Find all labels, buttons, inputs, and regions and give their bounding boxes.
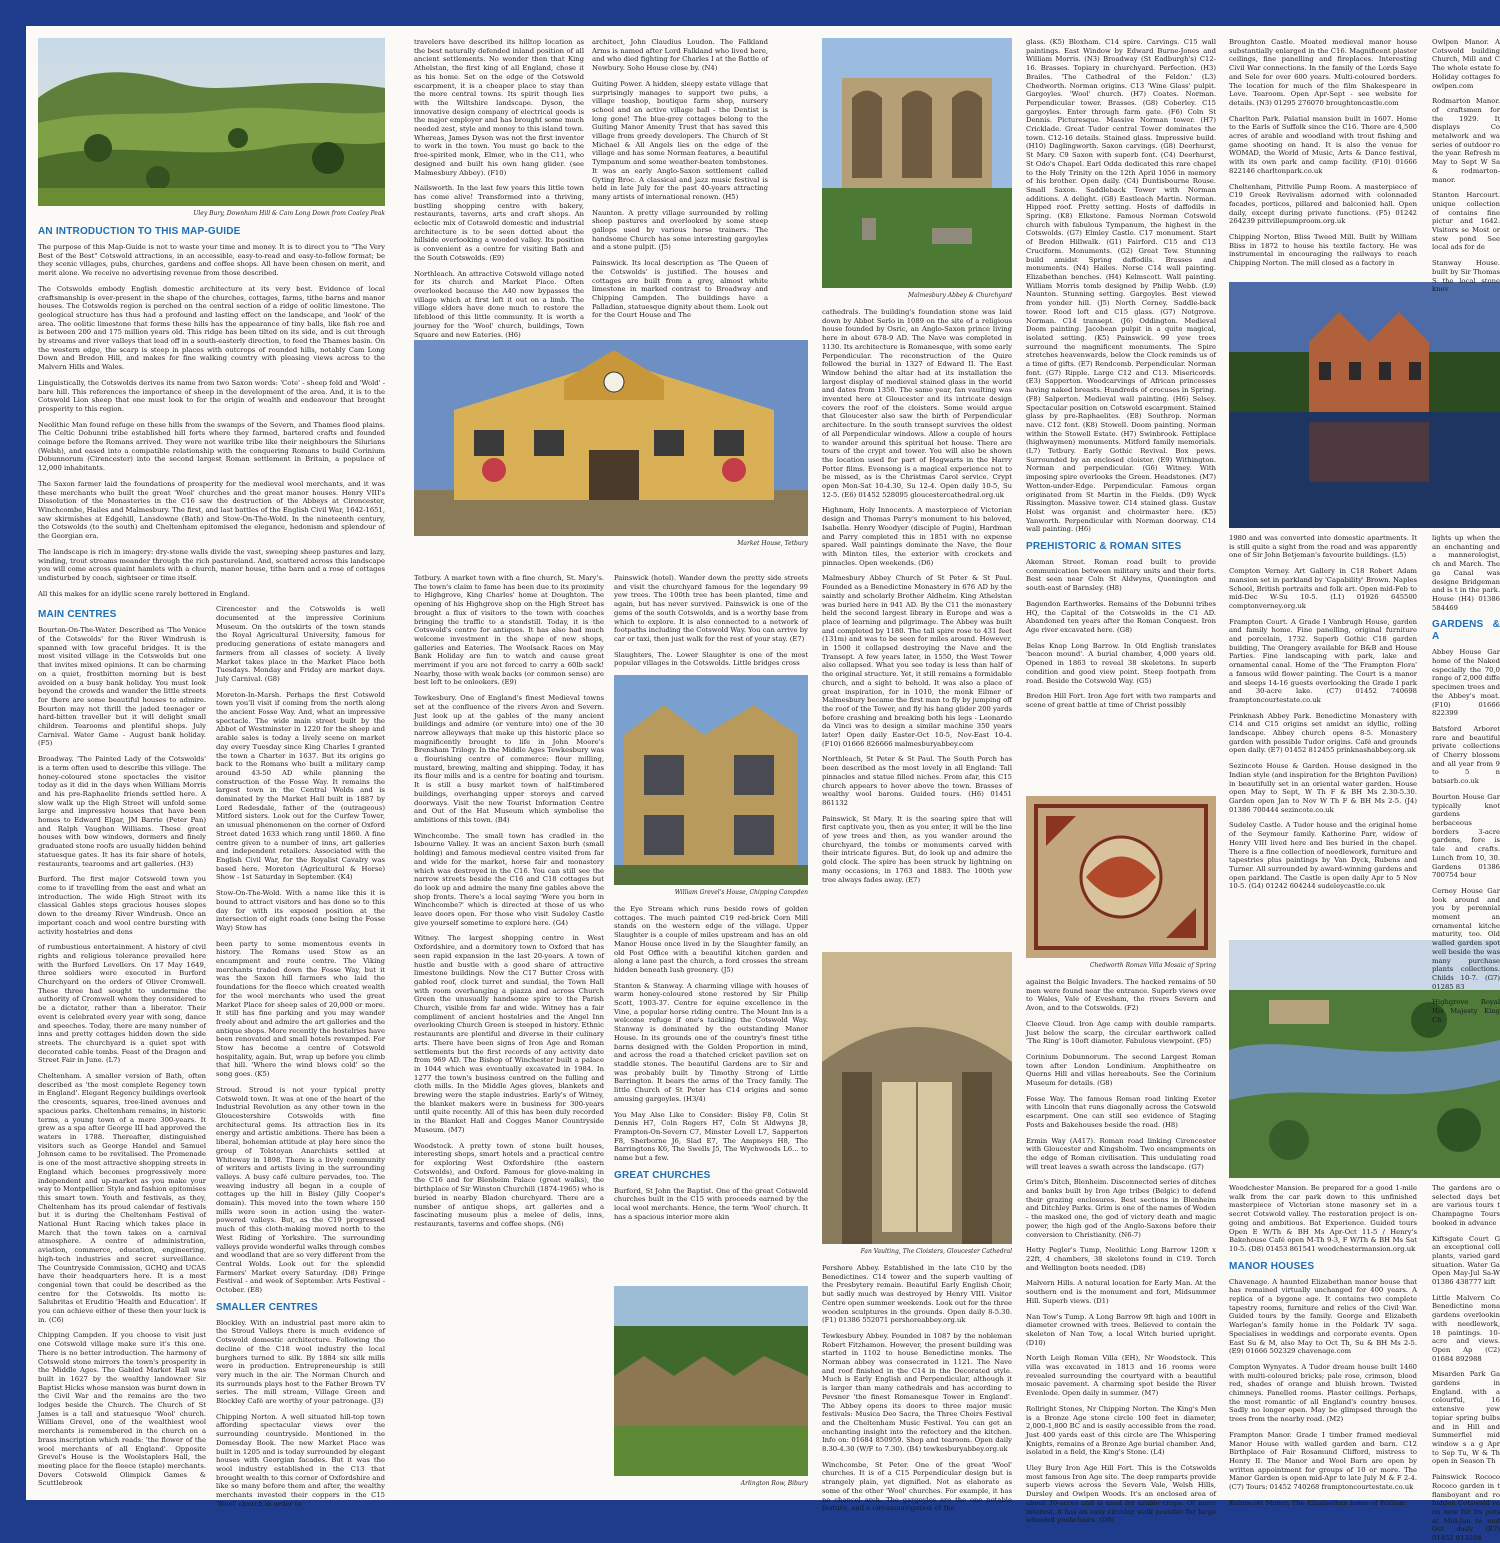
photo-ulley-bury [38,38,385,206]
entry-charlton: Charlton Park. Palatial mansion built in 1607. Home to the Earls of Suffolk since the C16. There are 4,500 acres of arable and woodland with trout fishing and game shooting on hand. It is also the venue for WOMAD, the World of Music, Arts & Dance festival, with its own park and camp facility. (F10) 01666 822146 charltonpark.co.uk [1229,114,1417,175]
entry-burford-church: Burford, St John the Baptist. One of the great Cotswold churches built in the C15 with proceeds earned by the local wool merchants. Hence, the term 'Wool' church. It has a spacious interior more akin [614,1186,808,1221]
entry-church-list: glass. (K5) Bloxham. C14 spire. Carvings. C15 wall paintings. East Window by Edward Burne-Jones and William Morris. (N3) Broadway (St Eadburgh's) C12-16. Brasses. Topiary in churchyard. Perfection. (H3) Brailes. 'The Cathedral of the Feldon.' (L3) Chedworth. Norman origins. C13 'Wine Glass' pulpit. Gargoyles. 'Wool' church. (H7) Coates. Norman. Perpendicular tower. Brasses. (G8) Coberley. C15 gargoyles. Enter through farm gate. (F6) Coln St Dennis. Picturesque. Massive Norman tower. (H7) Cricklade. Great Tudor central Tower dominates the town. C12-16 details. Stained glass. Impressive build. (H10) Daglingworth. Saxon carvings. (G8) Deerhurst, St Mary. C9 Saxon with superb font. (C4) Deerhurst, St Odo's Chapel. Earl Odda dedicated this rare chapel to the Holy Trinity on the 12th April 1056 in memory of his brother. Open daily. (C4) Duntisbourne Rouse. Small Saxon. Saddleback Tower with Norman additions. A delight. (G8) Eastleach Martin. Norman. Hipped roof. Pretty setting. Hosts of daffodils in Spring. (K8) Elkstone. Famous Norman Cotswold church with fabulous Tympanum, the highest in the Cotswolds. (G7) Elmley Castle. C17 monument. Start of Bredon Hillwalk. (G1) Fairford. C15 and C13 Cruciform. Monuments. (G2) Great Tew. Stunning build amidst Spring daffodils. Brasses and monuments. (N4) Hailes. Norse C14 wall painting. Elizabethan benches. (H4) Kelmscott. Wall painting. William Morris tomb designed by Philip Webb. (L9) Naunton. Stunning setting. Gargoyles. Best viewed from yonder hill. (J5) North Cerney. Saddle-back tower. Rood loft and C15 glass. (G7) Notgrove. Norman. C14 transept. (J6) Oddington. Medieval Doom painting. Jacobean pulpit in a quite magical, isolated setting. (K5) Painswick. 99 yew trees surround the magnificent monuments. The Spire stretches heavenwards, below the Clock reminds us of a time of gifts. (E7) Rendcomb. Perpendicular. Norman font. (G7) Ripple. Large C12 and C13. Misericords. (E3) Sapperton. Woodcarvings of African princesses having naked breasts. Hundreds of crocuses in Spring. (F8) Salperton. Medieval wall painting. (H6) Selsey. Spectacular position on Cotswold escarpment. Stained glass by pre-Raphaelites. (E8) Southrop. Norman nave. C12 font. (K8) Stowell. Doom painting. Norman within the Stowell Estate. (H7) Swinbrook. Fettiplace (highwaymen) monuments. Mitford family memorials. (L7) Tetbury. Early Gothic Revival. Box pews. Surrounded by an enclosed cloister. (E9) Withington. Norman and perpendicular. (G6) Witney. With imposing spire overlooks the Green. Headstones. (M7) Wotton-under-Edge. Perpendicular. Famous organ originated from St Martin in the Fields. (D9) Wyck Rissington. Massive tower. C14 stained glass. Gustav Holst was organist and choirmaster here. (K5) Yanworth. Perpendicular with Norman doorway. C14 wall painting. (H6) [1026,38,1216,534]
entry-sudeley: Sudeley Castle. A Tudor house and the original home of the Seymour family. Katherine Parr, widow of Henry VIII lived here and lies buried in the chapel. There is a fine collection of needlework, furniture and tapestries plus paintings by Van Dyck, Rubens and Turner. All surrounded by award-winning gardens and open parkland. The Castle is open daily Apr to 5 Nov 10-5. (G4) 01242 604244 sudeleycastle.co.uk [1229,821,1417,891]
entry-painswick-cont: Painswick (hotel). Wander down the pretty side streets and visit the churchyard famous for the legendary 99 yew trees. The 100th tree has been planted, time and again, but has never survived. Painswick is one of the gems of the south Cotswolds, and is a worthy base from which to explore. It is also connected to a network of footpaths including the Cotswold Way. You can arrive by car or taxi, then just walk for the rest of your stay. (E7) [614,574,808,643]
entry-misarden: Misarden Park Ga gardens in England. with a colourful, 16 extensive yew topiar spring bulbs and in Hill and Summerfiel mid window s a g Apr to Sep Tu, W & Th open in Season Th [1432,1370,1500,1466]
photo-caption: Arlington Row, Bibury [740,1480,808,1487]
section-heading-smaller-centres: SMALLER CENTRES [216,1301,318,1313]
entry-painswick-church: Painswick, St Mary. It is the soaring spire that will first captivate you, then as you enter, it will be the line of yew trees and then, as you wander around the churchyard, the tombs or monuments carved with their intricate figures. But, do look up and admire the gold clock. The spire has been struck by lightning on many occasions, in 1763 and 1883. The 100th yew tree always fades away. (E7) [822,814,1012,884]
entry-woodstock: Woodstock. A pretty town of stone built houses, interesting shops, smart hotels and a practical centre for exploring West Oxfordshire (the eastern Cotswolds), and Oxford. Famous for glove-making in the C16 and for Blenheim Palace (great walks), the birthplace of Sir Winston Churchill (1874-1965) who is buried in nearby Bladon churchyard. There are a number of antique shops, art galleries and a fascinating museum plus a melee of delis, inns, restaurants, taverns and coffee shops. (N6) [414,1141,604,1228]
intro-paragraph: The Cotswolds embody English domestic architecture at its very best. Evidence of local craftsmanship is ever-present in the shape of the churches, cottages, farms, tithe barns and manor houses. The Cotswolds region is perched on the central section of a ridge of oolitic limestone. The geological structure has thus had a profound and lasting effect on the landscape, and 'look' of the area. The oolitic limestone that forms these hills has the appearance of tiny balls, like fish roe and is between 200 and 175 million years old. This ridge has been tilted on its side, and is cut through by streams and river valleys that lead off in a south-easterly direction, to feed the Thames basin. On the western edge, the scarp is steep in places with outcrops of rounded hills, notably Cam Long Down and Bredon Hill, and makes for fine walking country with pleasing views across to the Malvern Hills and Wales. [38,284,385,372]
section-heading-prehistoric: PREHISTORIC & ROMAN SITES [1026,541,1182,553]
entry-gloucester-cathedral: cathedrals. The building's foundation stone was laid down by Abbot Serlo in 1089 on the site of a religious house founded by Osric, an Anglo-Saxon prince living here in about 678-9 AD. The Nave was completed in 1130. Its architecture is Romanesque, with some early Perpendicular. The reconstruction of the Quire followed the burial in 1327 of Edward II. The East Window behind the altar had at its installation the largest display of medieval stained glass in the world and dates from 1350. The same year, fan vaulting was invented here at Gloucester and its intricate design covers the roof of the cloisters. Some would argue that Gloucester also saw the birth of Perpendicular architecture. In the south transept survives the oldest of all Perpendicular windows. Allow a couple of hours to wander around this spiritual hot house. There are tours of the crypt and tower. You will also be shown the location used for part of Hogwarts in the Harry Potter films. Evensong is a magical experience not to be missed, as is the Christmas Carol service. Crypt open Mon-Sat 10-4.30, Su 12-4. Open daily 10-5, Su 12-5. (E6) 01452 528095 gloucestercathedral.org.uk [822,308,1012,499]
mosaic-photo-icon [1026,796,1216,958]
entry-sezincote: Sezincote House & Garden. House designed in the Indian style (and inspiration for the Brighton Pavilion) in beautifully set in an oriental water garden. House open May to Sept, W Th F & BH Ms 2.30-5.30. Garden open Jan to Nov W Th F & BH Ms 2-5. (J4) 01386 700444 sezincote.co.uk [1229,762,1417,814]
market-house-photo-icon [414,340,808,536]
entry-highgrove: Highgrove Royal His Majesty King Ch [1432,998,1500,1024]
entry-cleeve: Cleeve Cloud. Iron Age camp with double ramparts. Just below the scarp, the circular earthwork called 'The Ring' is 10oft diameter. Fabulous viewpoint. (F5) [1026,1019,1216,1046]
entry-witney: Witney. The largest shopping centre in West Oxfordshire, and a dormitory town to Oxford that has seen rapid expansion in the last 20-years. A town of hustle and bustle with a good share of attractive limestone buildings. Now the C17 Butter Cross with gabled roof, clock turret and sundial, the Town Hall with room overhanging a piazza and across Church Green the unusually handsome spire to the Parish Church, visible from far and wide. Witney has a fair compliment of ancient hostelries and the Angel Inn overlooking Church Green is steeped in history. Ethnic restaurants are plentiful and diverse in their culinary arts. There have been signs of Iron Age and Roman settlements but the first records of any activity date from 969 AD. The Bishop of Winchester built a palace in 1044 which was eventually excavated in 1984. In 1277 the town's business centred on the fulling and cloth mills. In the Middle Ages gloves, blankets and brewing were the staple industries. Early's of Witney, the blanket makers were in business for 300-years until quite recently. All of this has been duly recorded in the Blanket Hall and Cogges Manor Countryside Museum. (M7) [414,934,604,1134]
entry-falkland: architect, John Claudius Loudon. The Falkland Arms is named after Lord Falkland who lived here, and who died fighting for Charles I at the Battle of Newbury. Soho House close by. (N4) [592,38,768,73]
market-house-block [414,340,808,570]
entry-northleach: Northleach. An attractive Cotswold village noted for its church and Market Place. Often overlooked because the A40 now bypasses the village which at first left it out on a limb. The village elders have done much to restore the lifeblood of this little community. It is worth a journey for the 'Wool' church, buildings, Town Square and new Eateries. (H6) [414,269,584,339]
entry-stanton-harcourt: Stanton Harcourt. unique collection of contains fine pictur and 1642. Visitors se Most or stew pond See local ads for de [1432,191,1500,252]
entry-slaughters-cont: the Eye Stream which runs beside rows of golden cottages. The much painted C19 red-brick Corn Mill stands on the western edge of the village. Upper Slaughter is a couple of miles upstream and has an old Manor House once lived in by the Slaughter family, an old Post Office with a beautiful kitchen garden and along a lane past the church, a ford crosses the stream hidden beneath lush greenery. (J5) [614,905,808,974]
entry-kelmscott: Kelmscott Manor. The Elizabethan home of William [1229,1498,1406,1507]
entry-corinium: Corinium Dobunnorum. The second Largest Roman town after London Londinium. Amphitheatre on Querns Hill and villas hereabouts. See the Corinium Museum for details. (G8) [1026,1052,1216,1088]
manor-house-photo-icon [1229,282,1500,528]
entry-highgrove-cont: The gardens are o selected days bet are various tours t Champagne Tours booked in advance [1432,1184,1500,1227]
entry-tewkesbury: Tewkesbury. One of England's finest Medieval towns set at the confluence of the rivers Avon and Severn. Just look up at the gables of the many ancient buildings and admire (or venture into) one of the 30 narrow alleyways that make up this historic place so magnificently brought to life in John Moore's Brensham Trilogy. In the Middle Ages Tewkesbury was a flourishing centre of commerce: flour milling, mustard, brewing, malting and shipping. Today, it has its flour mills and is a centre for boating and tourism. It is still a busy market town of half-timbered buildings, overhanging upper storeys and carved doorways. Visit the new Tourist Information Centre and Out of the Hat Museum which symbolise the ambitions of this town. (B4) [414,694,604,824]
entry-winchcombe-church: Winchcombe, St Peter. One of the great 'Wool' churches. It is of a C15 Perpendicular design but is strangely plain, yet dignified. Not as elaborate as some of the other 'Wool' churches. For example, it has no chancel arch. The gargoyles are the one notable feature, and a circumnavigation of the [822,1460,1012,1513]
entry-belas-knap: Belas Knap Long Barrow. In Old English translates 'beacon mound'. A burial chamber, 4,000 years old. Opened in 1863 to reveal 38 skeletons. In superb condition and good view point. Steep footpath from road. Beside the Cotswold Way. (G5) [1026,641,1216,685]
column-1 [38,38,385,1508]
entry-stanton-stanway: Stanton & Stanway. A charming village with houses of warm honey-coloured stone restored by Sir Philip Scott, 1903-37. Centre for equine excellence in the Vine, a popular horse riding centre. The Mount Inn is a welcome refuge if one's tackling the Cotswold Way. Stanway is dominated by the outstanding Manor House. In its grounds one of the country's finest tithe barns designed with the Golden Proportion in mind, and across the road a thatched cricket pavilion set on staddle stones. The beautiful Gardens are to Sir and was probably built by Timothy Strong of Little Barrington. It bears the arms of the Tracy family. The little Church of St Peter has C14 origins and some amusing gargoyles. (H3/4) [614,981,808,1103]
section-heading-great-churches: GREAT CHURCHES [614,1169,711,1181]
entry-ermin-way: Ermin Way (A417). Roman road linking Cirencester with Gloucester and Kingsholm. Two encampments on the edge of Roman civilisation. This undulating road will treat leaves a swath across the landscape. (G7) [1026,1136,1216,1171]
entry-pittville: Cheltenham, Pittville Pump Room. A masterpiece of C19 Greek Revivalism adorned with colonnaded facades, porticos, pillared and balconied hall. Open daily, except during private functions. (F5) 01242 264239 pittvillepumproom.org.uk [1229,182,1417,226]
entry-stow-cont: been party to some momentous events in history. The Romans used Stow as an encampment and route centre. The Viking merchants traded down the Fosse Way, but it was the Saxon hill farmers who laid the foundations for the fleece which created wealth for the wool merchants who used the great Market Place for sheep sales of 20,000 or more. It still has fine parking and you may wander freely about and admire the art galleries and the antique shops. More recently the hostelries have been renovated and small hotels revamped. For Stow has become a centre of Cotswold hospitality, again. But, wrap up before you climb that hill. 'Where the wind blows cold' so the song goes. (K5) [216,939,385,1079]
entry-highnam: Highnam, Holy Innocents. A masterpiece of Victorian design and Thomas Parry's monument to his beloved, Isabella. Henry Woodyer (disciple of Pugin), Hardman and Parry completed this in 1851 with no expense spared. Wall paintings dominate the Nave, the flour with Minton tiles, the exterior with crockets and pinnacles. Open weekends. (D6) [822,506,1012,567]
cloister-photo-icon [822,952,1012,1244]
photo-arlington [614,1286,808,1476]
entry-frampton-court: Frampton Court. A Grade I Vanbrugh House, garden and family home. Fine panelling, original furniture and porcelain, 1732. Superb Gothic C18 garden building, The Orangery available for B&B and House Parties. Fine landscaping with park, lake and ornamental canal. Home of the 'The Frampton Flora' a famous wild flower painting. The Court is a manor and sleeps 14-16 guests overlooking the Grade I park and 30-acre lake. (C7) 01452 740698 framptoncourtestate.co.uk [1229,617,1417,704]
entry-bourton: Bourton-On-The-Water. Described as 'The Venice of the Cotswolds' for the River Windrush is spanned with low graceful bridges. It is the most visited village in the Cotswolds but one that invites mixed opinions. It can be charming on a quiet, frostbitten morning but is best avoided on a busy bank holiday. You must look beyond the crowds and wander the little streets for there are some beautiful houses to admire. Bourton may not thrill the jaded teenager or hard-bitten traveller but it will delight small children. Tearooms and plentiful shops. July Carnival. Water Game - August bank holiday. (F5) [38,626,206,748]
entry-chavenage: Chavenage. A haunted Elizabethan manor house that has remained virtually unchanged for 400 years. A replica of a bygone age. It contains two complete tapestry rooms, furniture and relics of the Civil War. Guided tours by the family. George and Elizabeth Warlegan's family home in the Poldark TV saga. Specialises in weddings and corporate events. Open East Su & M, also May to Oct Th, Su & BH Ms 2-5. (E9) 01666 502329 chavenage.com [1229,1277,1417,1356]
column-7-bottom [1432,1184,1500,1543]
entry-slaughters: Slaughters, The. Lower Slaughter is one of the most popular villages in the Cotswolds. Little bridges cross [614,650,808,668]
entry-burford-cont: of rumbustious entertainment. A history of civil rights and religious tolerance prevailed here with the Burford Levellers. On 17 May 1649, three soldiers were executed in Burford Churchyard on the orders of Oliver Cromwell. These three had sought to undermine the authority of Cromwell whom they considered to be a dictator, rather than a liberator. Their event is celebrated every year with song, dance and speeches. Today, there are many number of inns and pretty cottages hidden down the side streets. The churchyard is a quiet spot with decorated cable tombs. Feast of the Dragon and Street Fair in June. (L7) [38,943,206,1065]
entry-stanway-cont: lights up when the an enchanting and a mannerologist, ch and March. The ga Canal was designe Bridgeman and is t in the park. House (H4) 01386 584469 [1432,534,1500,612]
entry-batsford: Batsford Arboret rare and beautiful private collections of Cherry blossom and all year from 9 to 5 n batsarb.co.uk [1432,724,1500,786]
entry-little-malvern: Little Malvern Co Benedictine mona gardens overlookin with needlework, 18 paintings. 10-acre and views. Open Ap (C2) 01684 892988 [1432,1293,1500,1363]
column-7-mid [1432,534,1500,1024]
stone-house-photo-icon [614,675,808,885]
photo-mosaic [1026,796,1216,958]
entry-broughton: Broughton Castle. Moated medieval manor house substantially enlarged in the C16. Magnificent plaster ceilings, fine panelling and fireplaces. Interesting Civil War connections. In the family of the Lords Saye and Sele for over 600 years. Multi-coloured borders. The location for much of the film Shakespeare in Love. Tearoom. Open Apr-Sept - see website for details. (N3) 01295 276070 broughtoncastle.com [1229,38,1417,107]
abbey-ruin-photo-icon [822,38,1012,288]
map-guide-page [26,26,1500,1543]
entry-abbey-house: Abbey House Gar home of the Naked especially the 70,0 range of 2,000 diffe specimen trees and the Abbey's moat. (F10) 01666 822399 [1432,648,1500,718]
photo-caption: Fan Vaulting, The Cloisters, Gloucester Cathedral [860,1248,1012,1255]
intro-paragraph: Neolithic Man found refuge on these hills from the swamps of the Severn, and Thames flood plains. The Celtic Dobunni tribe established hill forts where they farmed, bartered crafts and founded coinage before the Romans arrived. They were not warlike tribe like their neighbours the Silurians (Welsh), and eased into a compatible relationship with the conquering Romans to build Corinium Dobunnorum (Cirencester) into the second largest Roman settlement in Britain, a populace of 12,000 inhabitants. [38,420,385,473]
entry-tewkesbury-abbey: Tewkesbury Abbey. Founded in 1087 by the nobleman Robert Fitzhamon. However, the present building was started in 1102 to house Benedictine monks. The Norman abbey was consecrated in 1121. The Nave and roof finished in the C14 in the Decorated style. Much is Early English and Perpendicular, although it is larger than many cathedrals and has according to Pevsner 'the finest Romanesque Tower in England'. The Abbey opens its doors to three major music festivals: Musica Deo Sacra, the Three Choirs Festival and the Cheltenham Music Festival. You can get an enchanting insight into the refectory and the kitchen. Info on: 01684 850959. Shop and tearoom. Open daily 8.30-4.30 (W/F to 7.30). (B4) tewkesburyabbey.org.uk [822,1331,1012,1454]
entry-painswick: Painswick. Its local description as 'The Queen of the Cotswolds' is justified. The houses and cottages are built from a grey, almost white limestone in marked contrast to Broadway and Chipping Campden. The buildings have a Palladian, statuesque dignity about them. Look out for the Court House and The [592,259,768,320]
photo-malmesbury [822,38,1012,288]
entry-owlpen: Owlpen Manor. A Cotswold building Church, Mill and C The whole estate fo Holiday cottages fo owlpen.com [1432,38,1500,90]
photo-caption: Chedworth Roman Villa Mosaic of Spring [1089,962,1216,969]
entry-grims-ditch: Grim's Ditch, Blenheim. Disconnected series of ditches and banks built by Iron Age tribes (Belgic) to defend their grazing enclosures. Best sections in Blenheim and Ditchley Parks. Grim is one of the names of Woden - the masked one, the god of victory death and magic power, the high god of the Anglo-Saxons before their conversion to Christianity. (N6-7) [1026,1178,1216,1239]
entry-cerney: Cerney House Gar look around and you by perennial moment an ornamental kitche maturity, too. Old walled garden spot well beside the was many purchase plants collections. Childs 10-7. (G7) 01285 83 [1432,886,1500,991]
entry-bliss-mill: Chipping Norton, Bliss Tweed Mill. Built by William Bliss in 1872 to house his textile factory. He was instrumental in encouraging the railways to reach Chipping Norton. The mill closed as a factory in [1229,233,1417,268]
entry-bourton-house: Bourton House Gar typically knot gardens herbaceous borders 3-acre gardens, fore is tale and crafts. Lunch from 10, 30. Gardens 01386 700754 bour [1432,792,1500,880]
column-5-lower [1026,796,1216,1525]
entry-blockley: Blockley. With an industrial past more akin to the Stroud Valleys there is much evidence of Cotswold domestic architecture. Following the decline of the C18 wool industry the local burghers turned to silk. By 1884 six silk mills were in production. Entrepreneurship is still very much in the air. The Norman Church and its surrounds plays host to the Father Brown TV series. The mill stream, Village Green and Blockley Café are worthy of your patronage. (J3) [216,1318,385,1406]
entry-nan-tow: Nan Tow's Tump. A Long Barrow 9ft high and 100ft in diameter crowned with trees. Believed to contain the skeleton of Nan Tow, a local Witch buried upright. (D10) [1026,1312,1216,1347]
photo-caption: Uley Bury, Downham Hill & Cam Long Down from Coaley Peak [193,210,385,217]
entry-bredon: Bredon Hill Fort. Iron Age fort with two ramparts and scene of great battle at time of Christ possibly [1026,692,1216,709]
column-2-lower [414,574,604,1228]
entry-north-leigh: North Leigh Roman Villa (EH), Nr Woodstock. This villa was excavated in 1813 and 16 rooms were revealed surrounding the courtyard with a beautiful mosaic pavement. A charming spot beside the River Evenlode. Open daily in summer. (M7) [1026,1354,1216,1398]
entry-compton-wynyates: Compton Wynyates. A Tudor dream house built 1460 with multi-coloured bricks; pale rose, crimson, blood red, shades of orange and bluish brown. Twisted chimneys. Panelled rooms. Plaster ceilings. Perhaps, the most romantic of all England's country houses. Sadly no longer open. May be glimpsed through the trees from the nearby road. (M2) [1229,1362,1417,1424]
column-6-lower [1229,534,1417,934]
entry-stroud: Stroud. Stroud is not your typical pretty Cotswold town. It was at one of the heart of the Industrial Revolution as any other town in the Gloucestershire Cotswolds with fine architectural gems. Its attraction lies in its energy and artistic ambitions. There has been a liberal, bohemian attitude at play here since the group of Tolstoyan Anarchists settled at Whiteway in 1898. There is a lively community of writers and artists living in the surrounding valleys. A busy café culture pervades, too. The weaving industry all began in a couple of cottages up the hill in Bisley (Jilly Cooper's domain). This moved into the town where 150 mills were soon in action using the water-powered valleys. But, as the C19 progressed much of this cloth-making moved north to the West Riding of Yorkshire. The surrounding valleys provide wonderful walks through combes and woodland that are so very different from the Central Wolds. Look out for the splendid Farmers' Market every Saturday. (D8) Fringe Festival - and week of September. Arts Festival - October. (E8) [216,1085,385,1295]
photo-fan-vaulting [822,952,1012,1244]
manor-photo-block [1229,282,1500,528]
column-3 [592,38,768,338]
entry-stanway-house: Stanway House. built by Sir Thomas S the local stone knov [1432,259,1500,294]
entry-nailsworth: Nailsworth. In the last few years this little town has come alive! Transformed into a thriving, bustling shopping centre with bakery, restaurants, taverns, arts and craft shops. An eclectic mix of Cotswold domestic and industrial architecture is to be seen dotted about the hillside overlooking a wooded valley. Its position is convenient as a centre for visiting Bath and the South Cotswolds. (E9) [414,184,584,262]
entry-hetty-pegler: Hetty Pegler's Tump, Neolithic Long Barrow 120ft x 22ft, 4 chambers, 38 skeletons found in C19. Torch and Wellington boots needed. (D8) [1026,1246,1216,1272]
column-4-lower [822,952,1012,1513]
photo-caption: Malmesbury Abbey & Churchyard [907,292,1012,299]
section-heading-manor-houses: MANOR HOUSES [1229,1260,1315,1272]
entry-cirencester: Cirencester and the Cotswolds is well documented at the impressive Corinium Museum. On the outskirts of the town stands the Royal Agricultural University, famous for producing generations of estate managers and farmers from all classes of society. A lively Market takes place in the Market Place both Tuesdays. Monday and Friday are market days. July Carnival. (G8) [216,605,385,683]
entry-malvern: Malvern Hills. A natural location for Early Man. At the southern end is the monument and fort, Midsummer Hill. Superb views. (D1) [1026,1279,1216,1305]
entry-compton-verney: Compton Verney. Art Gallery in C18 Robert Adam mansion set in parkland by 'Capability' Brown. Naples School, British portraits and folk art. Open mid-Feb to mid-Dec W-Su 10-5. (L1) 01926 645500 comptonverney.org.uk [1229,567,1417,610]
section-heading-introduction: AN INTRODUCTION TO THIS MAP-GUIDE [38,226,241,237]
entry-painswick-rococo: Painswick Rococo Rococo garden in t flamboyant and ro hidden Cotswold va on new for its pots at Mid-Jan to end Oct daily (E7) 01452 813204 [1432,1473,1500,1543]
entry-burford: Burford. The first major Cotswold town you come to if travelling from the east and what an introduction. The wide High Street with its classical Gables steps gracious houses slopes down to the dreamy River Windrush. Once an important coach and wool centre bursting with activity hostelries and dens [38,875,206,936]
section-heading-main-centres: MAIN CENTRES [38,609,117,621]
entry-naunton: Naunton. A pretty village surrounded by rolling sheep pastures and overlooked by some steep gallops used by various horse trainers. The handsome Church has some interesting gargoyles and a stone pulpit. (J5) [592,208,768,252]
entry-broadway: Broadway. 'The Painted Lady of the Cotswolds' is a term often used to describe this village. The honey-coloured stone spectacles the visitor today as it did in the days when William Morris and his pre-Raphaelite friends settled here. A slow walk up the High Street will unfold some large and impressive houses that have been homes to Edward Elgar, JM Barrie (Peter Pan) and Ralph Vaughan Williams. These great houses with bow windows, dormers and finely graduated stone roofs are usually hidden behind statuesque gates. It has its fair share of hotels, restaurants, tearooms and art galleries. (H3) [38,755,206,868]
entry-chipping-campden: Chipping Campden. If you choose to visit just one Cotswold village make sure it's this one. There is no better introduction. The harmony of Cotswold stone mirrors the town's prosperity in the Middle Ages. The Gabled Market Hall was built in 1627 by the wealthy landowner Sir Baptist Hicks whose mansion was burnt down in the Civil War and the remains are the two lodges beside the Church. The Church of St James is a tall and statuesque 'Wool' church. William Grevel, one of the wealthiest wool merchants is remembered in the church on a brass inscription which reads: 'the flower of the wool merchants of all England'. Opposite Grevel's House is the Woolstaplers Hall, the meeting place for the fleece (staple) merchants. Dovers Cotswold Olimpick Games & Scuttlebrook [38,1331,206,1488]
photo-caption: Market House, Tetbury [737,540,808,547]
entry-uley-bury: Uley Bury Iron Age Hill Fort. This is the Cotswolds most famous Iron Age site. The deep ramparts provide superb views across the Severn Vale, Welsh Hills, Dursley and Owlpen Woods. It's an enclosed area of about 30-acres and is used for arable crops. Of more interest, it has an easy circular walk possible for large wheeled pushchairs. (D9) [1026,1464,1216,1525]
entry-malmesbury-abbey: Malmesbury Abbey Church of St Peter & St Paul. Founded as a Benedictine Monastery in 676 AD by the saintly and scholarly Brother Aldhelm. King Athelstan was buried here in 941 AD. By the C11 the monastery held the second largest library in Europe and was a place of learning and pilgrimage. The Abbey was built and completed by 1180. The tall spire rose to 431 feet (131m) and was to be seen for miles around. However, in 1500 it collapsed destroying the Nave and the Transept. A few years later, in 1550, the West Tower also collapsed. What you see today is less than half of the original structure. Yet, it still remains a formidable church, and a sight to behold. It was also a place of great inspiration, for in 1010, the monk Eilmer of Malmesbury became the first man to fly by jumping off the roof of the Tower, and fly his hang glider 200 yards before crashing and breaking both his legs - Leonardo da Vinci was to design a similar machine 350 years later! Open daily Easter-Oct 10-5, Nov-East 10-4. (F10) 01666 826666 malmesburyabbey.com [822,574,1012,748]
entry-winchcombe: Winchcombe. The small town has cradled in the Isbourne Valley. It was an ancient Saxon burh (small holding) and famous medieval centre visited from far and wide for the market, horse fair and monastery which was destroyed in the C16. You can still see the narrow streets beside the C16 and C18 cottages but do look up and admire the many fine gables above the shop fronts. There's a local saying 'Were you born in Winchcombe?' which is directed at those of us who leave doors open. For those who visit Sudeley Castle give yourself sometime to explore here. (G4) [414,831,604,927]
section-heading-gardens: GARDENS & A [1432,619,1500,643]
column-6 [1229,38,1417,280]
column-7 [1432,38,1500,294]
entry-bliss-mill-cont: 1980 and was converted into domestic apartments. It is still quite a sight from the road and was apparently one of Sir John Betjeman's favourite buildings. (L5) [1229,534,1417,560]
photo-manor [1229,282,1500,528]
entry-chipping-norton: Chipping Norton. A well situated hill-top town affording spectacular views over the surrounding countryside. Mentioned in the Domesday Book. The new Market Place was built in 1205 and is today surrounded by elegant houses with Georgian facades. But it was the wool industry established in the C13 that brought wealth to this corner of Oxfordshire and like so many before them and after, the wealthy merchants invested their coppers in the C15 'Wool' church in order to [216,1412,385,1508]
also-consider: You May Also Like to Consider: Bisley F8, Colin St Dennis H7, Coln Rogers H7, Coln St Aldwyns J8, Frampton-On-Severn C7, Minster Lovell L7, Sapperton F8, Sherborne J6, Slad E7, The Ampneys H8, The Barringtons K6, The Swells J5, The Wychwoods L6... to name but a few. [614,1110,808,1163]
entry-pershore: Pershore Abbey. Established in the late C10 by the Benedictines. C14 tower and the superb vaulting of the Presbytery remain. Beautiful Early English Choir, but sadly much was destroyed by Henry VIII. Visitor Centre open summer weekends. Look out for the three wooden sculptures in the grounds. Open daily 8-5.30. (F1) 01386 552071 pershoreabbey.org.uk [822,1264,1012,1325]
entry-woodchester: Woodchester Mansion. Be prepared for a good 1-mile walk from the car park down to this unfinished masterpiece of Victorian stone masonry set in a secret Cotswold valley. The restoration project is on-going and ambitious. Bat Experience. Guided tours Open E W/Th & BH Ms Apr-Oct 11-5 / Henry's Bakehouse Café open M-Th 9-3, F W/Th & BH Ms Sat 10-5. (D8) 01453 861541 woodchestermansion.org.uk [1229,1184,1417,1253]
entry-rollright: Rollright Stones, Nr Chipping Norton. The King's Men is a Bronze Age stone circle 100 feet in diameter, 2,000-1,800 BC and is easily accessible from the road. Just 400 yards east of this circle are The Whispering Knights, remains of a Bronze Age burial chamber. And, isolated in a field, the King's Stone. (L4) [1026,1404,1216,1457]
entry-akeman: Akeman Street. Roman road built to provide communication between military units and their forts. Best seen near Coln St Aldwyns, Quenington and south-east of Barnsley. (H8) [1026,558,1216,593]
entry-kiftsgate: Kiftsgate Court G an exceptional coll plants, varied gard situation. Water Ga Open May-Jul Sa-W 01386 438777 kift [1432,1234,1500,1287]
intro-paragraph: Linguistically, the Cotswolds derives its name from two Saxon words: 'Cote' - sheep fold and 'Wold' - bare hill. This references the importance of sheep in the development of the area. And, it is to the Cotswold Lion sheep that one must look to for the origin of wealth and endeavour that brought prosperity to this region. [38,378,385,413]
entry-frampton-manor: Frampton Manor. Grade I timber framed medieval Manor House with walled garden and barn. C12 Birthplace of Fair Rosamund Clifford, mistress to Henry II. The Manor and Wool Barn are open by written appointment for groups of 10 or more. The Manor Garden is open mid-Apr to late July M & F 2-4. (C7) Tours: 01452 740268 framptoncourtestate.co.uk [1229,1430,1417,1492]
entry-prinknash: Prinknash Abbey Park. Benedictine Monastery with C14 and C15 origins set amidst an idyllic, rolling landscape. Abbey church opens 8-5. Monastery garden with possible Tudor origins. Café and grounds open daily. (E7) 01452 812455 prinknashabbey.org.uk [1229,711,1417,755]
cottage-row-photo-icon [614,1286,808,1476]
entry-moreton: Moreton-In-Marsh. Perhaps the first Cotswold town you'll visit if coming from the north along the ancient Fosse Way. And, what an impressive spectacle. The wide main street built by the Abbot of Westminster in 1220 for the sheep and arable sales is today a lively scene on market day every Tuesday since King Charles I granted the town a Charter in 1637. But its origins go back to the Romans who built a military camp around 43-50 AD while planning the construction of the Fosse Way. It remains the largest town in the Central Wolds and is dominated by the Market Hall built in 1887 by Lord Redesdale, father of the (outrageous) Mitford sisters. Look out for the Curfew Tower, an unusual phenomenon on the corner of Oxford Street dated 1633 which rang until 1860. A fine centre given to a number of inns, art galleries and independent retailers. Associated with the English Civil War, for the Royalist Cavalry was based here. Moreton (Agricultural & Horse) Show - 1st Saturday in September. (K4) [216,690,385,882]
entry-fosse-way: Fosse Way. The famous Roman road linking Exeter with Lincoln that runs diagonally across the Cotswold escarpment. One can still see evidence of Staging Posts and Bakehouses beside the road. (H8) [1026,1094,1216,1129]
arlington-block [614,1286,808,1500]
column-6-bottom [1229,1184,1417,1507]
entry-guiting-power: Guiting Power. A hidden, sleepy estate village that surprisingly manages to support two pubs, a village teashop, boutique farm shop, nursery school and an active village hall - the Dentist is long gone! The blue-grey cottages belong to the Guiting Manor Amenity Trust that has saved this village from greedy developers. The Church of St Michael & All Angels lies on the edge of the village and has some Norman features, a beautiful Tympanum and some weather-beaten tombstones. It was an early Anglo-Saxon settlement called Gyting Broc. A classical and jazz music festival is held in late July for the past 40-years attracting many artists of international renown. (H5) [592,79,768,201]
entry-tetbury: Tetbury. A market town with a fine church, St. Mary's. The town's claim to fame has been due to its proximity to Highgrove, King Charles' home at Doughton. The opening of his Highgrove shop on the High Street has brought a flux of visitors to the town with coaches bringing the traffic to a standstill. Today, it is the Cotswold's centre for antiques. It has also had much welcome investment in the shape of new shops, galleries and Eateries. The Woolsack Races on May Bank Holiday are fun to watch and cause great merriment if you are not forced to carry a 60lb sack! Nearby, those with weak backs (or common sense) are best left to be onlookers. (E9) [414,574,604,687]
entry-rodmarton: Rodmarton Manor. of craftsmen for the 1929. It displays Co metalwork and wa series of outdoor ro the year. Refresh m May to Sept W Sa & rodmarton-manor. [1432,97,1500,184]
entry-bagendon: Bagendon Earthworks. Remains of the Dobunni tribes HQ, the Capital of the Cotswolds in the C1 AD. Abandoned ten years after the Roman Conquest. Iron Age river excavated here. (G8) [1026,599,1216,634]
intro-paragraph: The purpose of this Map-Guide is not to waste your time and money. It is to direct you to "The Very Best of the Best" Cotswold attractions, in an accessible, easy-to-read and easy-to-follow format; be they scenic villages, pubs, churches, gardens and coffee shops. All have been chosen on merit, and merit alone. We receive no advertising revenue from those described. [38,243,385,278]
entry-northleach-church: Northleach, St Peter & St Paul. The South Porch has been described as the most lovely in all England: Tall pinnacles and statue filled niches. From afar, this C15 church appears to hover above the town. Brasses of wealthy wool barons. Guided tours. (H6) 01451 861132 [822,755,1012,807]
intro-paragraph: The landscape is rich in imagery: dry-stone walls divide the vast, sweeping sheep pastures and lazy, winding, trout streams meander through the rich pastureland. And, scattered across this landscape you will come across quaint hamlets with a church, manor house, tithe barn and a rose of cottages undisturbed by coach, sightseer or time itself. [38,547,385,582]
entry-cheltenham: Cheltenham. A smaller version of Bath, often described as 'the most complete Regency town in England'. Elegant Regency buildings overlook the crescents, squares, tree-lined avenues and spacious parks. Cheltenham remains, in historic terms, a young town of a mere 300-years. It grew as a spa after George III had approved the waters in 1788. Thereafter, distinguished visitors such as George Handel and Samuel Johnson came to be revitalised. The Promenade is one of the most attractive shopping streets in England which becomes progressively more independent and up-market as you make your way to Montpellier. Style and fashion epitomises this smart town. Youth and festivals, as they, Cheltenham has its proud calendar of festivals but it is during the Cheltenham Festival of National Hunt Racing which takes place in March that the town takes on a carnival atmosphere. A centre of administration, aviation, commerce, education, engineering, high-tech industries and secret surveillance. The Countryside Commission, GCHQ and UCAS have their headquarters here. It is a most congenial town that could be described as the centre for the Cotswolds. Its motto is: Salubritas et Eruditio 'Health and Education'. If you can achieve either of these then your luck is in. (C6) [38,1072,206,1324]
intro-paragraph: All this makes for an idyllic scene rarely bettered in England. [38,589,250,598]
intro-paragraph: The Saxon farmer laid the foundations of prosperity for the medieval wool merchants, and it was these merchants who built the great 'Wool' churches and the great manor houses. Henry VIII's Dissolution of the Monasteries in the C16 saw the destruction of the Abbeys at Cirencester, Winchcombe, Hailes and Malmesbury. The first, and last battles of the English Civil War, 1642-1651, saw skirmishes at Edgehill, Lansdowne (Bath) and Stow-On-The-Wold. In the nineteenth century, the Cotswolds (to the south) and Cheltenham epitomised the elegance, hedonism and splendour of the Georgian era. [38,479,385,541]
photo-caption: William Grevel's House, Chipping Campden [674,889,808,897]
entry-stow: Stow-On-The-Wold. With a name like this it is bound to attract visitors and has done so to this day for with its exposed position at the intersection of eight roads (one being the Fosse Way) Stow has [216,889,385,932]
landscape-photo-icon [38,38,385,206]
photo-market-house [414,340,808,536]
entry-bredon-cont: against the Belgic Invaders. The hacked remains of 50 men were found near the entrance. Superb views over to Wales, Vale of Evesham, the rivers Severn and Avon, and to the Cotswolds. (F2) [1026,978,1216,1013]
entry-malmesbury-town: travelers have described its hilltop location as the best naturally defended inland position of all ancient settlements. No wonder then that King Athelstan, the first king of all England, chose it as his home. Set on the edge of the Cotswold escarpment, it is a cheaper place to stay than the more central towns. Its spirit though lies with the Wiltshire landscape. Dyson, the innovative design company of electrical goods is the major employer and has brought some much needed zest, style and money to this island town. Whereas, James Dyson was not the first inventor to work in the town. You must go back to the free-spirited monk, Elmer, who in the C11, who designed and built his own hang glider. (see Malmesbury Abbey). (F10) [414,38,584,177]
photo-grevel [614,675,808,885]
